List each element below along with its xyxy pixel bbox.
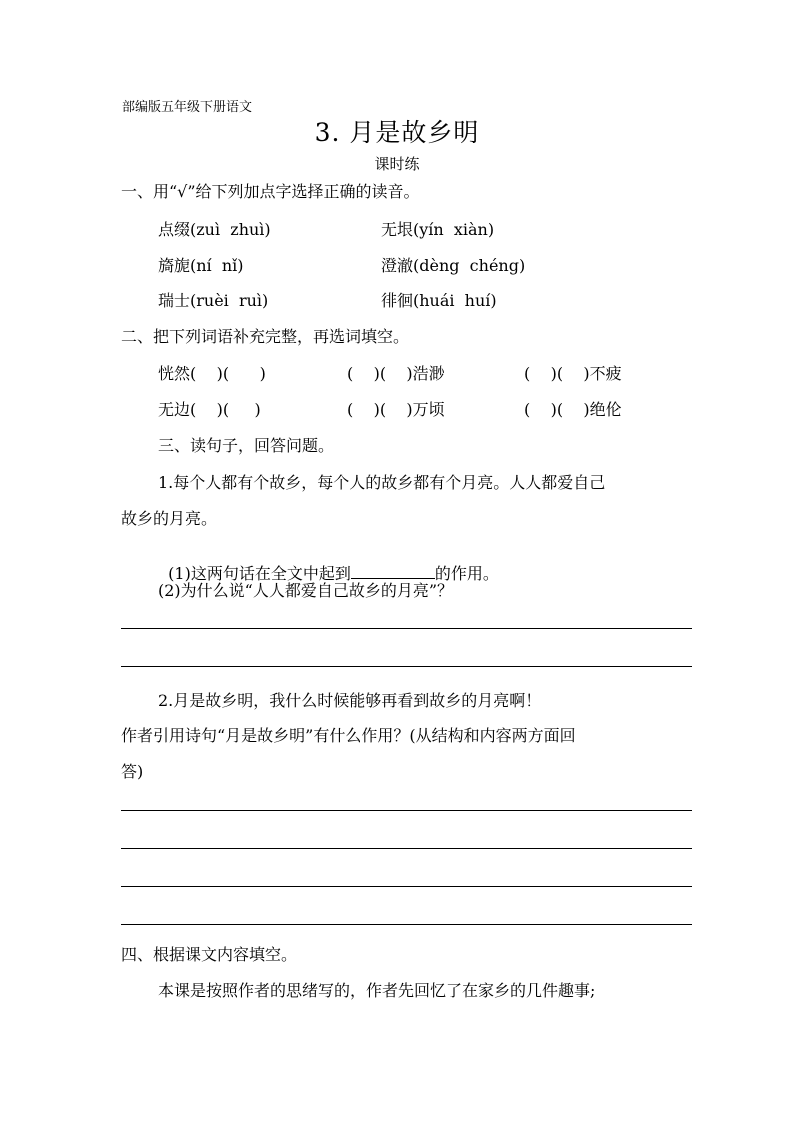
answer-line[interactable] <box>121 810 692 811</box>
sub-question-prefix: (1)这两句话在全文中起到 <box>168 564 351 583</box>
pinyin-item: 澄澈(dèng chéng) <box>381 256 526 275</box>
question-text: 答) <box>121 762 144 781</box>
word-blank: ( )( )绝伦 <box>524 400 622 419</box>
answer-line[interactable] <box>121 886 692 887</box>
section1-heading: 一、用“√”给下列加点字选择正确的读音。 <box>121 182 420 201</box>
answer-line[interactable] <box>121 848 692 849</box>
page-title: 3. 月是故乡明 <box>314 118 480 147</box>
word-blank: 恍然( )( ) <box>158 364 266 383</box>
pinyin-item: 徘徊(huái huí) <box>381 291 497 310</box>
section4-text: 本课是按照作者的思绪写的，作者先回忆了在家乡的几件趣事; <box>158 981 596 1000</box>
page-subtitle: 课时练 <box>374 155 420 173</box>
answer-line[interactable] <box>121 666 692 667</box>
question-text: 2.月是故乡明，我什么时候能够再看到故乡的月亮啊！ <box>158 691 542 710</box>
sub-question-suffix: 的作用。 <box>434 564 499 583</box>
pinyin-item: 旖旎(ní nǐ) <box>158 256 244 275</box>
answer-line[interactable] <box>121 628 692 629</box>
question-text: 故乡的月亮。 <box>121 509 218 528</box>
sub-question: (2)为什么说“人人都爱自己故乡的月亮”？ <box>158 581 454 600</box>
section2-heading: 二、把下列词语补充完整，再选词填空。 <box>121 327 410 346</box>
section4-heading: 四、根据课文内容填空。 <box>121 945 298 964</box>
question-text: 1.每个人都有个故乡，每个人的故乡都有个月亮。人人都爱自己 <box>158 473 606 492</box>
section3-heading: 三、读句子，回答问题。 <box>158 436 335 455</box>
fill-blank[interactable] <box>351 564 435 579</box>
pinyin-item: 无垠(yín xiàn) <box>381 220 495 239</box>
word-blank: ( )( )不疲 <box>524 364 622 383</box>
word-blank: ( )( )万顷 <box>347 400 445 419</box>
question-text: 作者引用诗句“月是故乡明”有什么作用？(从结构和内容两方面回 <box>121 726 576 745</box>
header-tag: 部编版五年级下册语文 <box>122 100 253 115</box>
pinyin-item: 瑞士(ruèi ruì) <box>158 291 269 310</box>
pinyin-item: 点缀(zuì zhuì) <box>158 220 271 239</box>
word-blank: ( )( )浩渺 <box>347 364 445 383</box>
word-blank: 无边( )( ) <box>158 400 261 419</box>
answer-line[interactable] <box>121 924 692 925</box>
